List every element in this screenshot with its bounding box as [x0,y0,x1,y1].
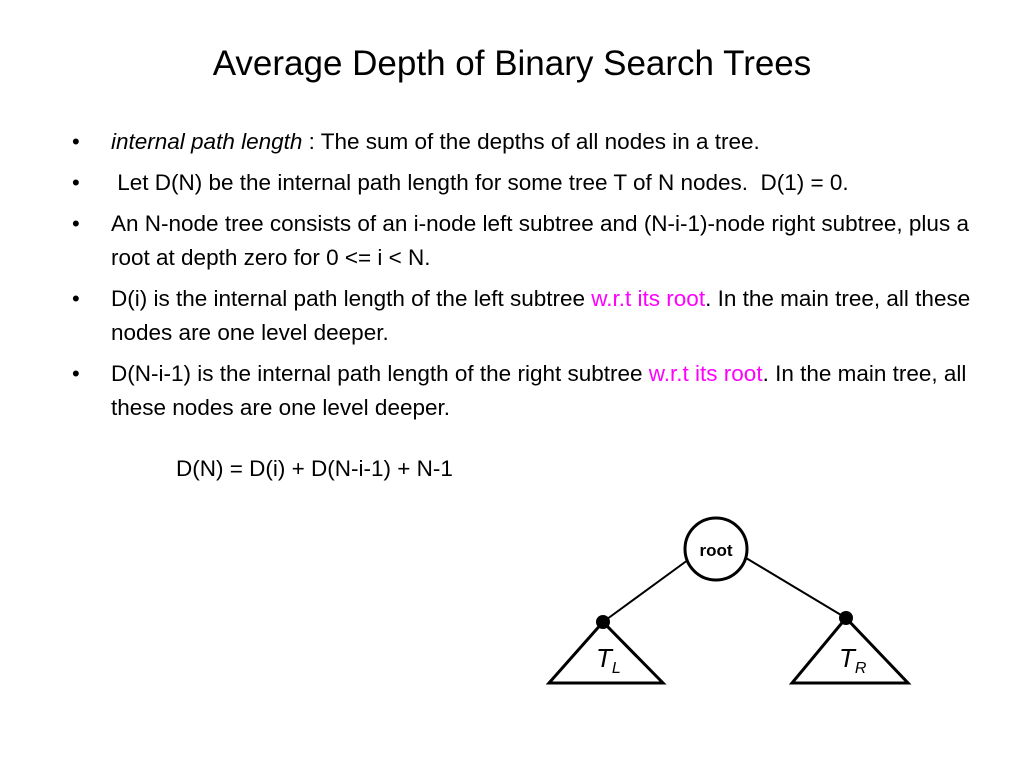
bullet-glyph: • [72,211,80,236]
bullet-list [72,125,972,432]
emphasis-text: w.r.t its root [648,361,763,386]
tree-diagram-svg [540,505,920,705]
right-subtree-label-main: T [839,643,855,673]
emphasis-text: w.r.t its root [591,286,706,311]
bullet-text-part: D(N-i-1) is the internal path length of the right subtree [111,361,649,386]
bullet-text-part: D(i) is the internal path length of the left subtree [111,286,592,311]
bullet-item [72,207,972,275]
bullet-glyph: • [72,170,80,195]
left-subtree-label-main: T [596,643,612,673]
bullet-glyph: • [72,286,80,311]
bullet-item [72,166,972,200]
right-subtree-label-sub: R [854,660,867,677]
slide-title: Average Depth of Binary Search Trees [212,44,812,83]
left-subtree-root-dot [596,615,610,629]
bullet-glyph: • [72,361,80,386]
right-subtree-root-dot [839,611,853,625]
bullet-item [72,282,972,350]
root-label: root [699,541,733,560]
bullet-text-part: . In the main tree, all these nodes are one level deeper. [111,361,967,420]
bullet-glyph: • [72,129,80,154]
bullet-text-part: An N-node tree consists of an i-node left subtree and (N-i-1)-node right subtree, plus a root at depth zero for 0 <= i < N. [111,211,969,270]
bullet-text-part: Let D(N) be the internal path length for some tree T of N nodes. D(1) = 0. [111,170,849,195]
tree-diagram [540,505,920,705]
right-edge [741,555,846,618]
bullet-text-part: : The sum of the depths of all nodes in a tree. [302,129,760,154]
left-edge [603,557,692,622]
bullet-item [72,357,972,425]
bullet-text-part: internal path length [111,129,303,154]
left-subtree-label-sub: L [611,660,621,677]
bullet-item [72,125,972,159]
bullet-text-part: . In the main tree, all these nodes are one level deeper. [111,286,971,345]
recurrence-formula: D(N) = D(i) + D(N-i-1) + N-1 [176,456,453,481]
